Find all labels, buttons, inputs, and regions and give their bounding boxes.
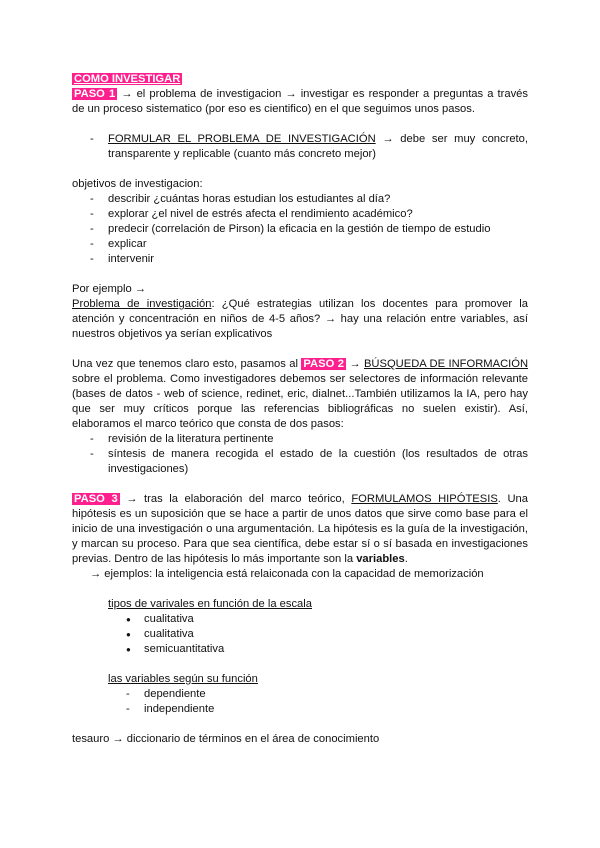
ejemplo-paragraph xyxy=(72,297,528,342)
objetivos-list xyxy=(72,192,528,267)
list-item: - síntesis de manera recogida el estado de la cuestión (los resultados de otras investigaciones) xyxy=(72,447,528,477)
objetivos-heading: objetivos de investigacion: xyxy=(72,178,203,190)
list-item: - intervenir xyxy=(72,252,528,267)
paso3-paragraph xyxy=(72,492,528,567)
paso2-pre: Una vez que tenemos claro esto, pasamos al xyxy=(72,358,298,370)
list-item: ● cualitativa xyxy=(72,627,528,642)
list-item: ● semicuantitativa xyxy=(72,642,528,657)
list-item: - dependiente xyxy=(72,687,528,702)
paso2-link: BÚSQUEDA DE INFORMACIÓN xyxy=(363,358,529,370)
funcion-heading: las variables según su función xyxy=(108,673,258,685)
paso1-paragraph xyxy=(72,87,528,117)
ejemplo-label: Problema de investigación xyxy=(72,298,212,310)
document-title: COMO INVESTIGAR xyxy=(74,73,181,85)
list-item: ● cualitativa xyxy=(72,612,528,627)
list-item: - explicar xyxy=(72,237,528,252)
paso3-link: FORMULAMOS HIPÓTESIS xyxy=(351,493,498,505)
paso3-pre: → tras la elaboración del marco teórico, xyxy=(126,493,345,505)
paso2-label: PASO 2 xyxy=(303,358,344,370)
escala-list xyxy=(72,612,528,657)
paso3-ejemplo: → ejemplos: la inteligencia está relaiconada con la capacidad de memorización xyxy=(90,568,484,580)
list-item: - predecir (correlación de Pirson) la eficacia en la gestión de tiempo de estudio xyxy=(72,222,528,237)
list-item: - describir ¿cuántas horas estudian los estudiantes al día? xyxy=(72,192,528,207)
title-line xyxy=(72,72,528,87)
formular-item xyxy=(72,132,528,162)
paso1-label: PASO 1 xyxy=(74,88,116,100)
list-item: - explorar ¿el nivel de estrés afecta el rendimiento académico? xyxy=(72,207,528,222)
paso3-text: . Una hipótesis es un suposición que se hace a partir de unos datos que sirve como base para el inicio de una investigación o una argumentación. La hipótesis es la guía de la investigación, y marcan su proceso. Para que sea científica, debe estar sí o sí basada en investigaciones previas. Dentro de las hipótesis lo más importante son la xyxy=(72,493,528,565)
list-item: - revisión de la literatura pertinente xyxy=(72,432,528,447)
paso2-paragraph xyxy=(72,357,528,432)
document-page xyxy=(72,72,528,747)
formular-list xyxy=(72,132,528,162)
list-item: - independiente xyxy=(72,702,528,717)
funcion-list xyxy=(72,687,528,717)
ejemplo-text: : ¿Qué estrategias utilizan los docentes para promover la atención y concentración en niños de 4-5 años? → hay una relación entre variables, así nuestros objetivos ya serían explicativos xyxy=(72,298,529,340)
paso3-bold: variables xyxy=(356,553,405,565)
paso3-end: . xyxy=(404,553,408,565)
paso3-label: PASO 3 xyxy=(74,493,118,505)
ejemplo-intro: Por ejemplo → xyxy=(72,283,146,295)
escala-heading: tipos de varivales en función de la escala xyxy=(108,598,312,610)
paso2-text: sobre el problema. Como investigadores debemos ser selectores de información relevante (bases de datos - web of science, redinet, eric, dialnet...También utilizamos la IA, pero hay que ser muy críticos porque las referencias bibliográficas no suelen existir). Así, elaboramos el marco teórico que consta de dos pasos: xyxy=(72,373,528,430)
paso2-list xyxy=(72,432,528,477)
paso2-arrow: → xyxy=(349,358,361,370)
formular-text: → debe ser muy concreto, transparente y replicable (cuanto más concreto mejor) xyxy=(108,133,529,160)
paso1-text: → el problema de investigacion → investigar es responder a preguntas a través de un proceso sistematico (por eso es cientifico) en el que seguimos unos pasos. xyxy=(72,88,528,115)
tesauro-line: tesauro → diccionario de términos en el área de conocimiento xyxy=(72,733,380,745)
formular-link: FORMULAR EL PROBLEMA DE INVESTIGACIÓN xyxy=(108,133,376,145)
